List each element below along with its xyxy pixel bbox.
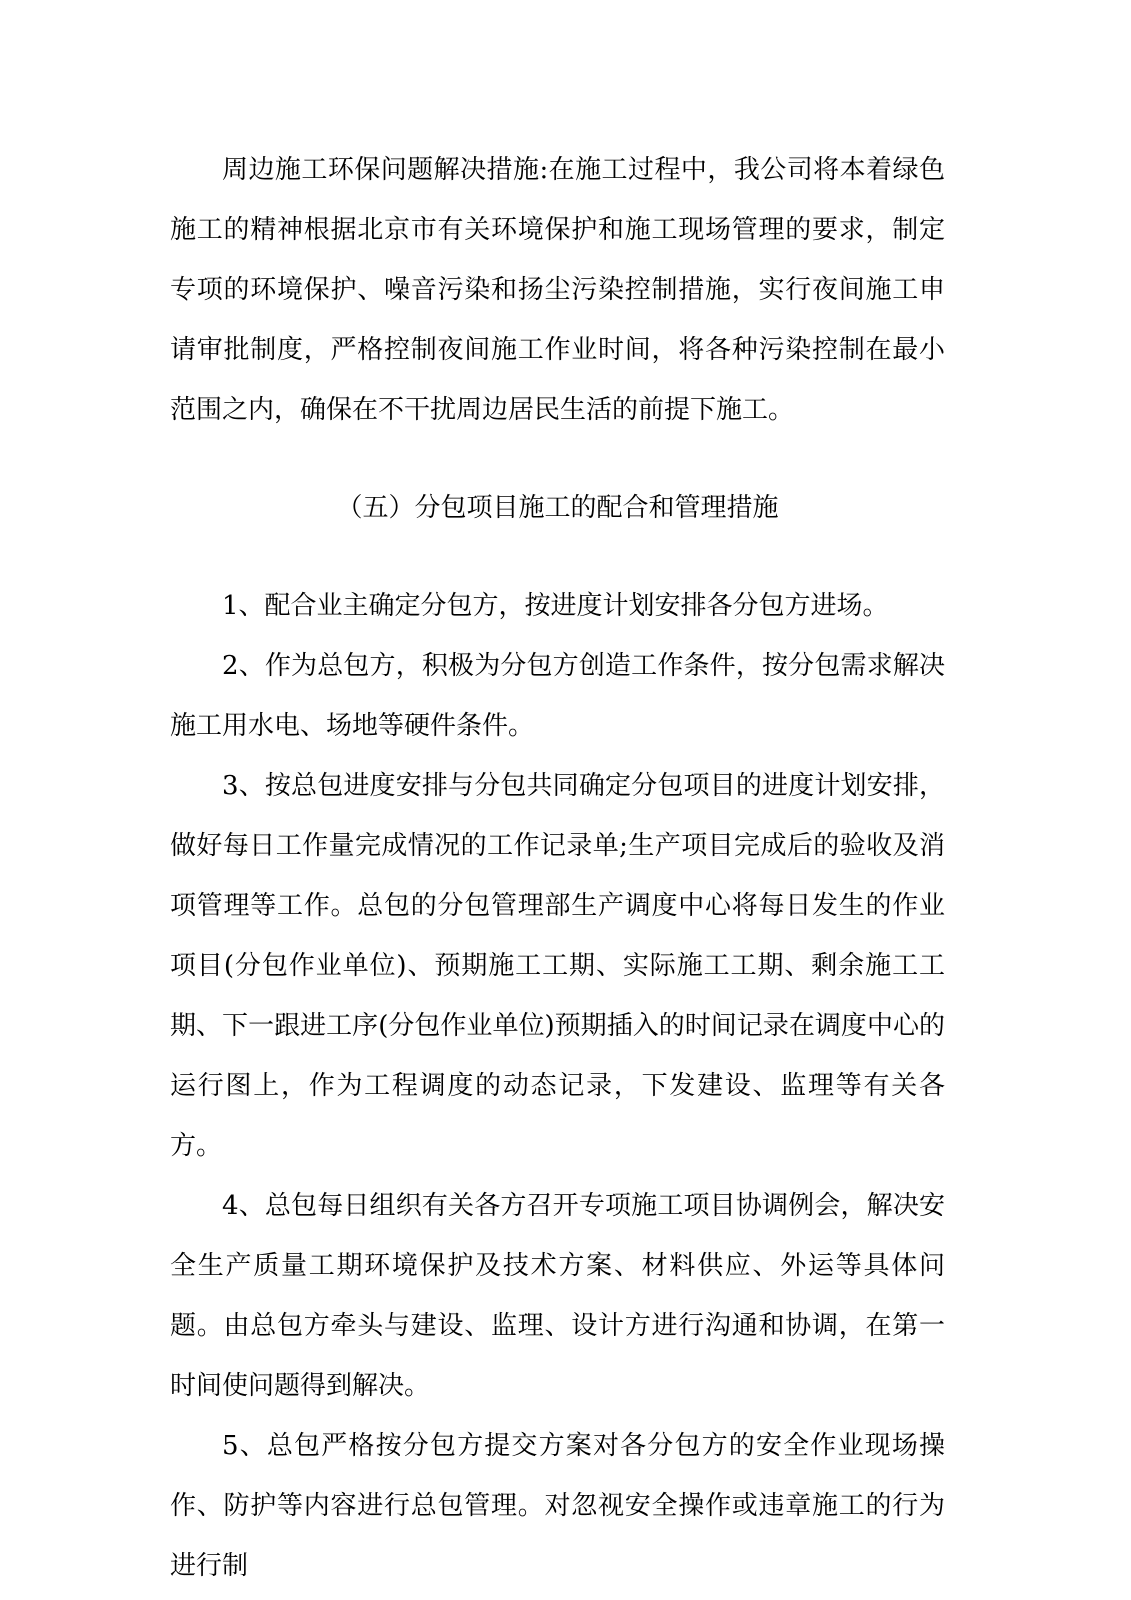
document-body	[170, 140, 945, 1596]
list-item: 1、配合业主确定分包方，按进度计划安排各分包方进场。	[222, 591, 889, 621]
list-item: 5、总包严格按分包方提交方案对各分包方的安全作业现场操作、防护等内容进行总包管理。对忽视安全操作或违章施工的行为进行制	[170, 1431, 945, 1581]
list-item: 3、按总包进度安排与分包共同确定分包项目的进度计划安排，做好每日工作量完成情况的工作记录单;生产项目完成后的验收及消项管理等工作。总包的分包管理部生产调度中心将每日发生的作业项目(分包作业单位)、预期施工工期、实际施工工期、剩余施工工期、下一跟进工序(分包作业单位)预期插入的时间记录在调度中心的运行图上，作为工程调度的动态记录，下发建设、监理等有关各方。	[170, 771, 945, 1161]
list-item: 2、作为总包方，积极为分包方创造工作条件，按分包需求解决施工用水电、场地等硬件条件。	[170, 651, 945, 741]
section-heading: （五）分包项目施工的配合和管理措施	[336, 493, 779, 523]
paragraph-environmental-measures: 周边施工环保问题解决措施:在施工过程中，我公司将本着绿色施工的精神根据北京市有关环境保护和施工现场管理的要求，制定专项的环境保护、噪音污染和扬尘污染控制措施，实行夜间施工申请审批制度，严格控制夜间施工作业时间，将各种污染控制在最小范围之内，确保在不干扰周边居民生活的前提下施工。	[170, 155, 945, 425]
list-item: 4、总包每日组织有关各方召开专项施工项目协调例会，解决安全生产质量工期环境保护及技术方案、材料供应、外运等具体问题。由总包方牵头与建设、监理、设计方进行沟通和协调，在第一时间使问题得到解决。	[170, 1191, 945, 1401]
